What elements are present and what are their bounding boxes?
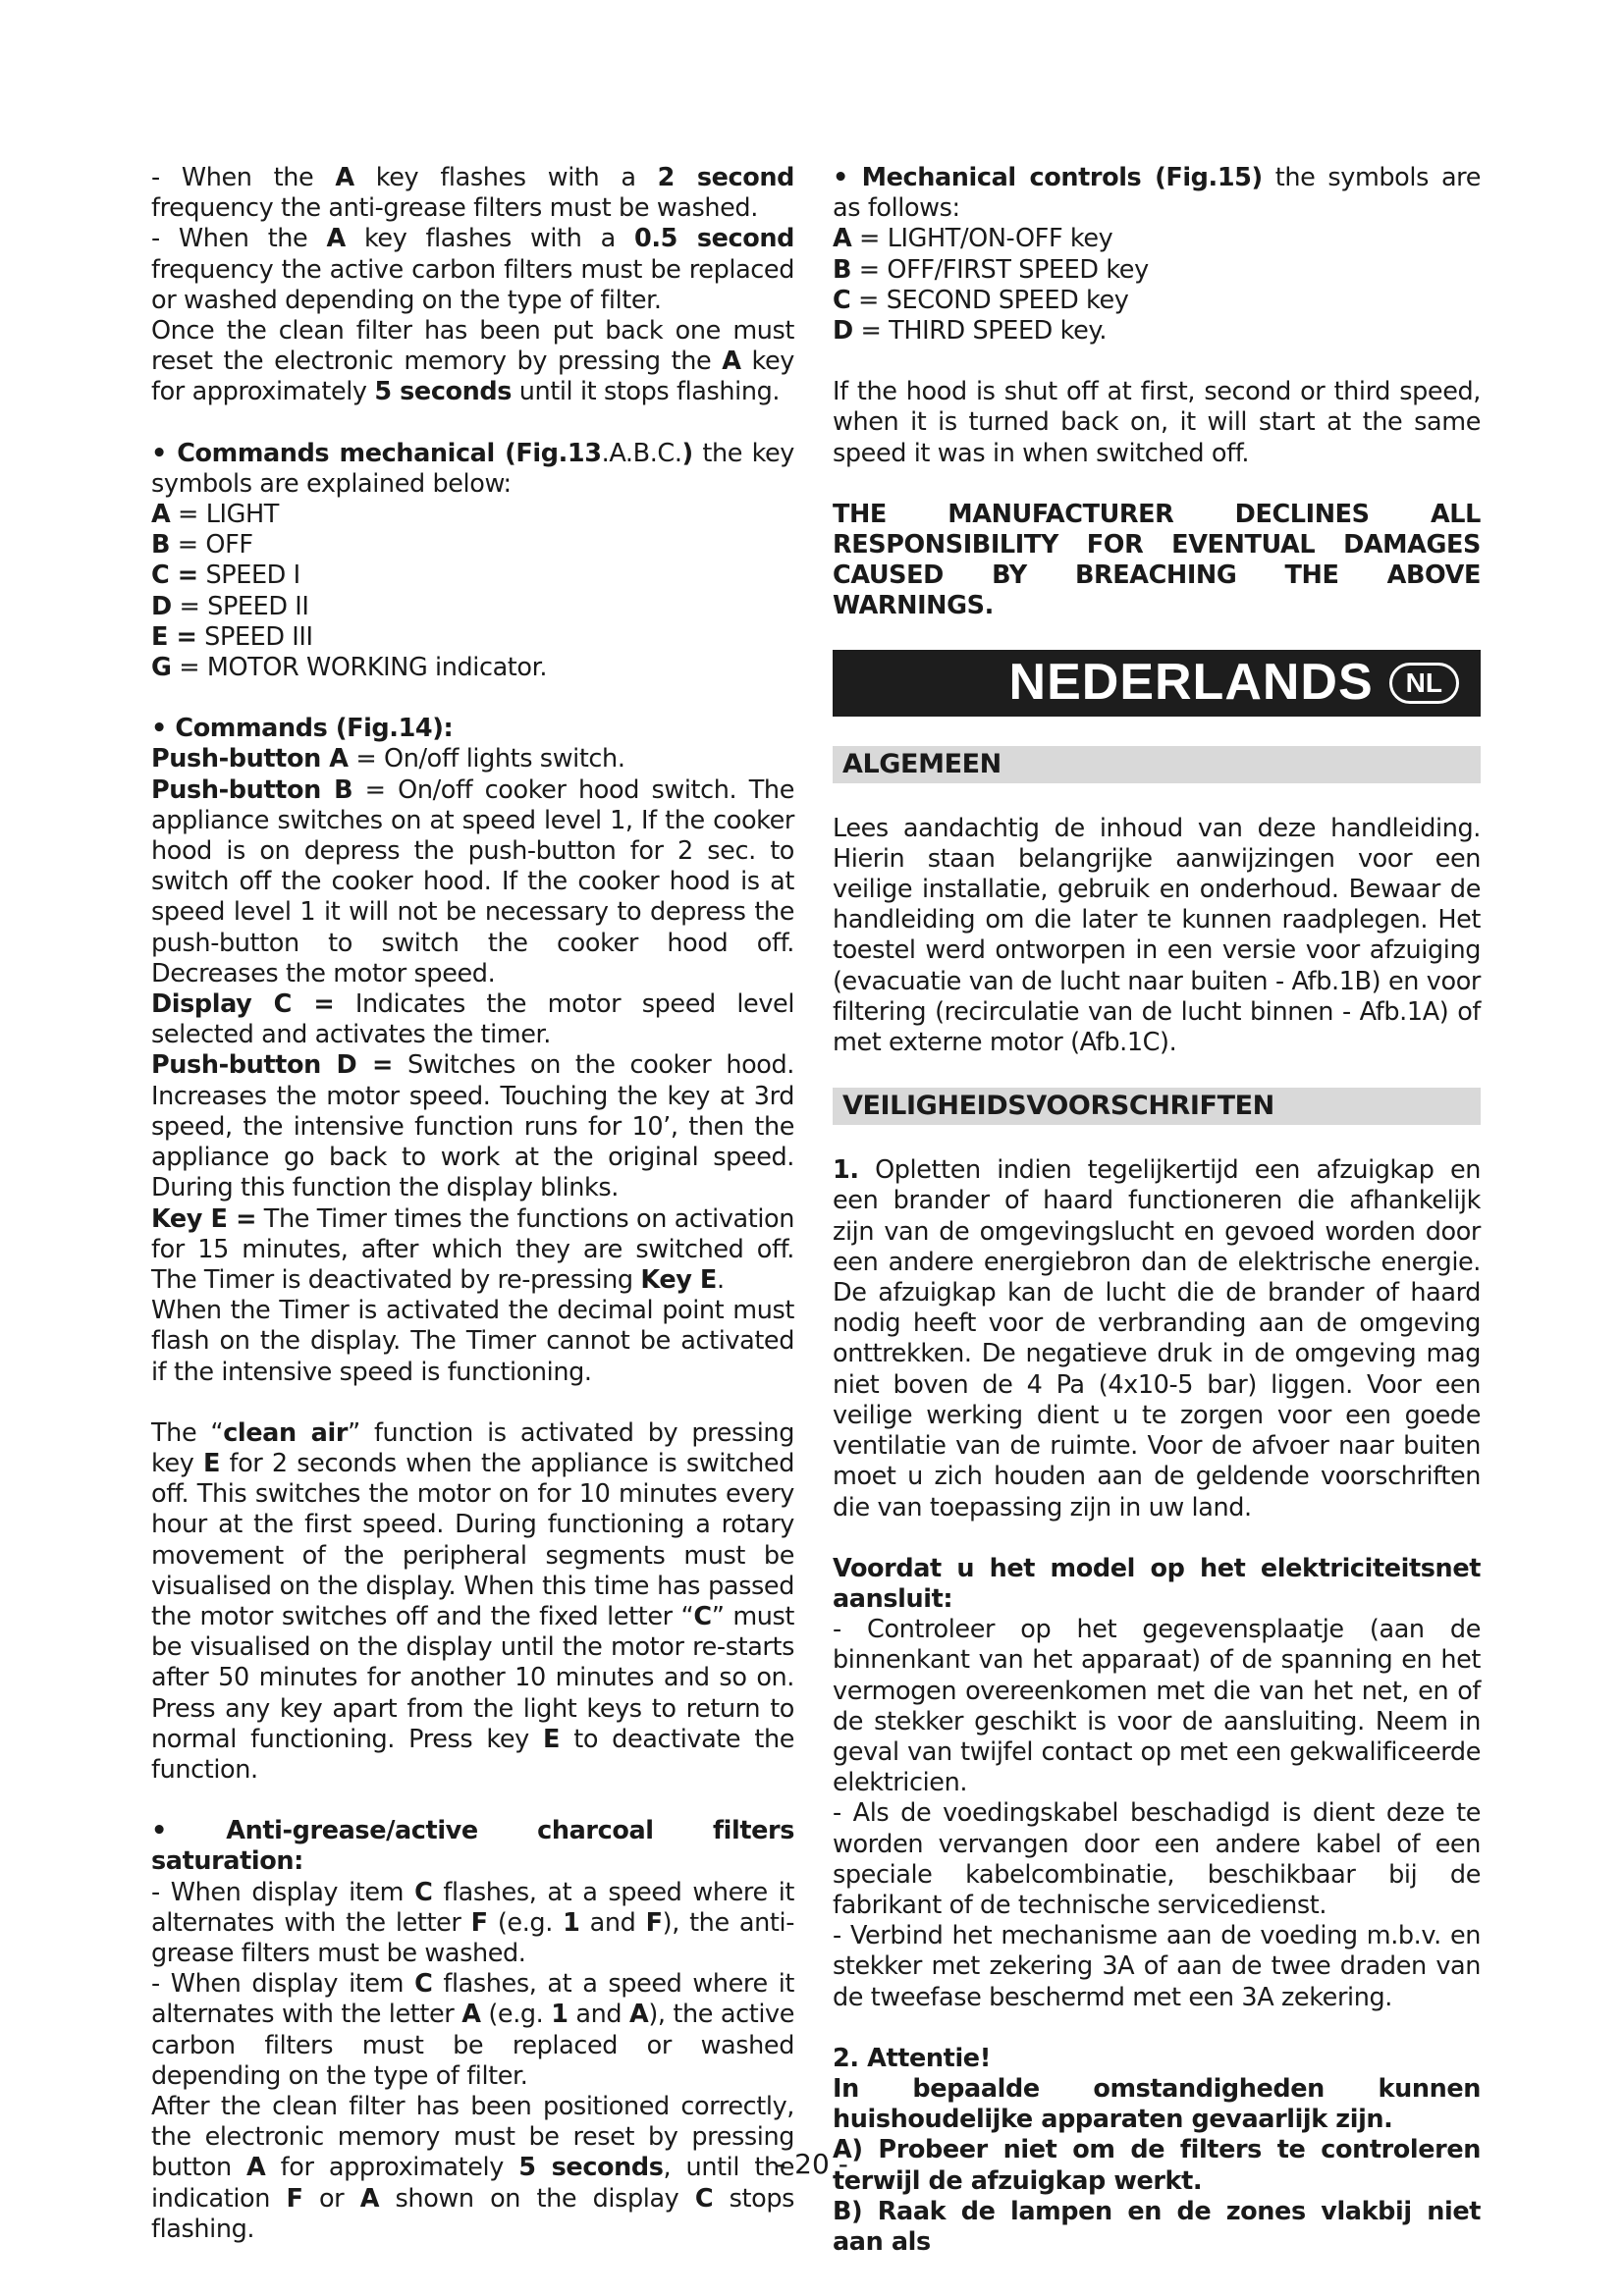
text-run: ), the anti-grease filters must be washed. (151, 1907, 794, 1968)
text-run: - Verbind het mechanisme aan de voeding m.b.v. en stekker met zekering 3A of aan de twee draden van de tweefase beschermd met een 3A zekering. (833, 1921, 1481, 2012)
key-letter: E = (151, 621, 197, 652)
damaged-cable-text (833, 1798, 1481, 1921)
language-code-badge: NL (1389, 663, 1459, 704)
text-run: A (722, 347, 741, 377)
text-run: for 2 seconds when the appliance is switched off. This switches the motor on for 10 minutes every hour at the first speed. During functioning a rotary movement of the peripheral segments must be visualised on the display. When this time has passed the motor switches off and the fixed letter “ (151, 1448, 794, 1631)
filters-saturation-heading (151, 1816, 794, 1877)
text-run: F (286, 2183, 303, 2214)
text-run: - Als de voedingskabel beschadigd is dient deze te worden vervangen door een andere kabel of een speciale kabelcombinatie, beschikbaar bij de fabrikant of de technische servicedienst. (833, 1798, 1481, 1920)
text-run: Push-button D = (151, 1050, 394, 1081)
key-description: = OFF/FIRST SPEED key (851, 254, 1149, 285)
text-run: - When the (151, 163, 336, 192)
algemeen-text (833, 814, 1481, 1059)
timer-decimal-text (151, 1296, 794, 1388)
key-letter: A (151, 500, 171, 530)
mechanical-controls-heading (833, 163, 1481, 224)
text-run: Switches on the cooker hood. Increases the motor speed. Touching the key at 3rd speed, the intensive function runs for 10’, then the appliance go back to work at the original speed. During this function the display blinks. (151, 1050, 794, 1203)
key-list-item (833, 224, 1481, 254)
key-description: SPEED I (197, 561, 300, 591)
warning-b (833, 2197, 1481, 2258)
text-run: Indicates the motor speed level selected and activates the timer. (151, 989, 795, 1050)
text-run: C (414, 1969, 433, 2000)
key-letter: B (151, 530, 171, 561)
text-run: C (694, 2183, 714, 2214)
text-run: F (645, 1907, 663, 1938)
text-run: • Commands mechanical (Fig.13 (151, 438, 602, 468)
language-banner (833, 650, 1481, 717)
text-run: - When display item (151, 1877, 415, 1907)
manufacturer-warning: THE MANUFACTURER DECLINES ALL RESPONSIBILITY FOR EVENTUAL DAMAGES CAUSED BY BREACHING THE ABOVE WARNINGS. (833, 499, 1481, 621)
section-heading-veiligheid: VEILIGHEIDSVOORSCHRIFTEN (833, 1088, 1481, 1125)
text-run: The Timer times the functions on activation for 15 minutes, after which they are switched off. The Timer is deactivated by re-pressing (151, 1203, 794, 1295)
text-run: - Controleer op het gegevensplaatje (aan de binnenkant van het apparaat) of de spanning en het vermogen overeenkomen met die van het net, en of de stekker geschikt is voor de aansluiting. Neem in geval van twijfel contact op met een gekwalificeerde elektricien. (833, 1615, 1481, 1798)
text-run: the symbols are as follows: (833, 163, 1481, 224)
clean-air-text (151, 1418, 794, 1786)
text-run: key for approximately (151, 347, 794, 407)
text-run: key flashes with a (353, 163, 658, 192)
page-number: - 20 - (776, 2148, 848, 2180)
text-run: ), the active carbon filters must be replaced or washed depending on the type of filter. (151, 2000, 794, 2091)
text-run: A (335, 163, 354, 192)
before-connecting-heading (833, 1554, 1481, 1615)
text-run: In bepaalde omstandigheden kunnen huishoudelijke apparaten gevaarlijk zijn. (833, 2073, 1481, 2135)
text-run: shown on the display (379, 2183, 695, 2214)
text-run: (e.g. (480, 2000, 552, 2030)
text-run: Key E (640, 1264, 717, 1295)
text-run: frequency the active carbon filters must be replaced or washed depending on the type of filter. (151, 254, 794, 315)
display-c-text (151, 989, 794, 1050)
carbon-filter-notice (151, 224, 794, 316)
key-letter: C = (151, 561, 198, 591)
key-description: = LIGHT/ON-OFF key (851, 224, 1113, 254)
text-run: ” must be visualised on the display until the motor re-starts after 50 minutes for another 10 minutes and so on. Press any key apart from the light keys to return to normal functioning. Press key (151, 1601, 795, 1754)
commands-fig14-heading (151, 714, 794, 744)
text-run: E (543, 1724, 561, 1754)
section-heading-algemeen: ALGEMEEN (833, 746, 1481, 783)
filter-wash-notice (151, 163, 794, 224)
text-run: 1 (563, 1907, 580, 1938)
text-run: and (568, 2000, 629, 2030)
key-list-item (151, 653, 794, 683)
text-run: A) Probeer niet om de filters te controleren terwijl de afzuigkap werkt. (833, 2135, 1481, 2196)
text-run: Opletten indien tegelijkertijd een afzuigkap en een brander of haard functioneren die afhankelijk zijn van de omgevingslucht en gevoed worden door een andere energiebron dan de elektrische energie. De afzuigkap kan de lucht die de brander of haard nodig heeft voor de verbranding aan de omgeving onttrekken. De negatieve druk in de omgeving mag niet boven de 4 Pa (4x10-5 bar) liggen. Voor een veilige werking dient u te zorgen voor een goede ventilatie van de ruimte. Voor de afvoer naar buiten moet u zich houden aan de geldende voorschriften die van toepassing zijn in uw land. (833, 1155, 1481, 1522)
text-run: 2. Attentie! (833, 2043, 991, 2073)
key-description: = OFF (170, 530, 253, 561)
key-description: = MOTOR WORKING indicator. (171, 653, 548, 683)
push-button-d-text (151, 1050, 794, 1203)
key-description: = SECOND SPEED key (850, 285, 1129, 315)
key-letter: B (833, 254, 852, 285)
text-run: After the clean filter has been positioned correctly, the electronic memory must be reset by pressing button (151, 2091, 794, 2183)
text-run: stops flashing. (151, 2183, 794, 2244)
key-description: = SPEED II (171, 591, 309, 621)
key-list-item (151, 592, 794, 622)
text-run: A (628, 2000, 649, 2030)
key-description: = THIRD SPEED key. (852, 316, 1108, 347)
text-run: C (414, 1877, 433, 1907)
text-run: Key E = (151, 1203, 257, 1234)
text-run: the key symbols are explained below: (151, 438, 795, 499)
text-run: 1 (551, 2000, 568, 2030)
saturation-grease-text (151, 1878, 794, 1970)
text-run: and (579, 1907, 646, 1938)
text-run: for approximately (265, 2153, 519, 2183)
key-list-item (151, 530, 794, 561)
key-letter: G (151, 653, 172, 683)
key-letter: C (833, 285, 851, 315)
key-list-item (151, 622, 794, 653)
text-run: Voordat u het model op het elektriciteitsnet aansluit: (833, 1553, 1481, 1614)
safety-item-1 (833, 1155, 1481, 1522)
right-column (833, 163, 1481, 2258)
push-button-b-text (151, 775, 794, 989)
key-list-item (833, 255, 1481, 286)
text-run: ) (681, 438, 693, 468)
text-run: - When the (151, 224, 327, 254)
text-run: C (693, 1601, 712, 1631)
text-run: key flashes with a (345, 224, 634, 254)
danger-notice (833, 2074, 1481, 2135)
text-run: frequency the anti-grease filters must be washed. (151, 193, 758, 224)
text-run: = On/off cooker hood switch. The appliance switches on at speed level 1, If the cooker hood is on depress the push-button for 2 sec. to switch off the cooker hood. If the cooker hood is at speed level 1 it will not be necessary to depress the push-button to switch the cooker hood off. Decreases the motor speed. (151, 774, 794, 988)
push-button-a-text (151, 744, 794, 774)
text-run: , until the indication (151, 2153, 795, 2214)
text-run: 5 seconds (374, 377, 513, 407)
text-run: E (202, 1448, 220, 1478)
text-run: ” function is activated by pressing key (151, 1417, 794, 1478)
mechanical-commands-heading (151, 439, 794, 500)
text-run: Once the clean filter has been put back one must reset the electronic memory by pressing the (151, 316, 794, 377)
left-column (151, 163, 794, 2245)
key-letter: D (833, 316, 853, 347)
text-run: clean air (223, 1417, 348, 1448)
key-list-item (833, 286, 1481, 316)
text-run: to deactivate the function. (151, 1724, 794, 1785)
key-e-text (151, 1204, 794, 1297)
check-rating-plate-text (833, 1615, 1481, 1798)
text-run: 2 second (657, 163, 794, 192)
text-run: • Mechanical controls (Fig.15) (833, 163, 1263, 192)
text-run: . (716, 1264, 725, 1295)
text-run: = On/off lights switch. (348, 744, 625, 774)
text-run: A (461, 2000, 481, 2030)
text-run: flashes, at a speed where it alternates with the letter (151, 1877, 794, 1938)
speed-memory-text (833, 377, 1481, 469)
text-run: or (302, 2183, 360, 2214)
text-run: .A.B.C. (601, 438, 682, 468)
text-run: Display C = (151, 989, 335, 1020)
text-run: A (326, 224, 346, 254)
fuse-connection-text (833, 1921, 1481, 2013)
text-run: • Anti-grease/active charcoal filters saturation: (151, 1816, 794, 1877)
text-run: 5 seconds (518, 2153, 664, 2183)
reset-memory-instructions (151, 316, 794, 408)
mechanical-key-list (151, 500, 794, 683)
text-run: A (246, 2153, 266, 2183)
text-run: When the Timer is activated the decimal point must flash on the display. The Timer cannot be activated if the intensive speed is functioning. (151, 1296, 794, 1387)
text-run: - When display item (151, 1969, 415, 2000)
saturation-carbon-text (151, 1969, 794, 2092)
text-run: flashes, at a speed where it alternates with the letter (151, 1969, 794, 2030)
language-title: NEDERLANDS (1008, 654, 1374, 712)
attention-heading (833, 2044, 1481, 2074)
key-description: = LIGHT (170, 500, 279, 530)
text-run: until it stops flashing. (512, 377, 781, 407)
text-run: 1. (833, 1155, 859, 1186)
text-run: • Commands (Fig.14): (151, 714, 454, 744)
text-run: If the hood is shut off at first, second or third speed, when it is turned back on, it will start at the same speed it was in when switched off. (833, 377, 1481, 468)
text-run: F (470, 1907, 488, 1938)
text-run: 0.5 second (633, 224, 794, 254)
text-run: Push-button A (151, 744, 349, 774)
text-run: B) Raak de lampen en de zones vlakbij niet aan als (833, 2196, 1481, 2257)
text-run: The “ (151, 1417, 224, 1448)
key-list-item (833, 316, 1481, 347)
text-run: Push-button B (151, 774, 353, 805)
key-list-item (151, 500, 794, 530)
mechanical-controls-key-list (833, 224, 1481, 347)
key-letter: D (151, 591, 172, 621)
key-list-item (151, 561, 794, 591)
key-letter: A (833, 224, 852, 254)
text-run: (e.g. (487, 1907, 564, 1938)
text-run: Lees aandachtig de inhoud van deze handleiding. Hierin staan belangrijke aanwijzingen voor een veilige installatie, gebruik en onderhoud. Bewaar de handleiding om die later te kunnen raadplegen. Het toestel werd ontworpen in een versie voor afzuiging (evacuatie van de lucht naar buiten - Afb.1B) en voor filtering (recirculatie van de lucht binnen - Afb.1A) of met externe motor (Afb.1C). (833, 813, 1481, 1058)
text-run: A (359, 2183, 380, 2214)
key-description: SPEED III (196, 621, 313, 652)
